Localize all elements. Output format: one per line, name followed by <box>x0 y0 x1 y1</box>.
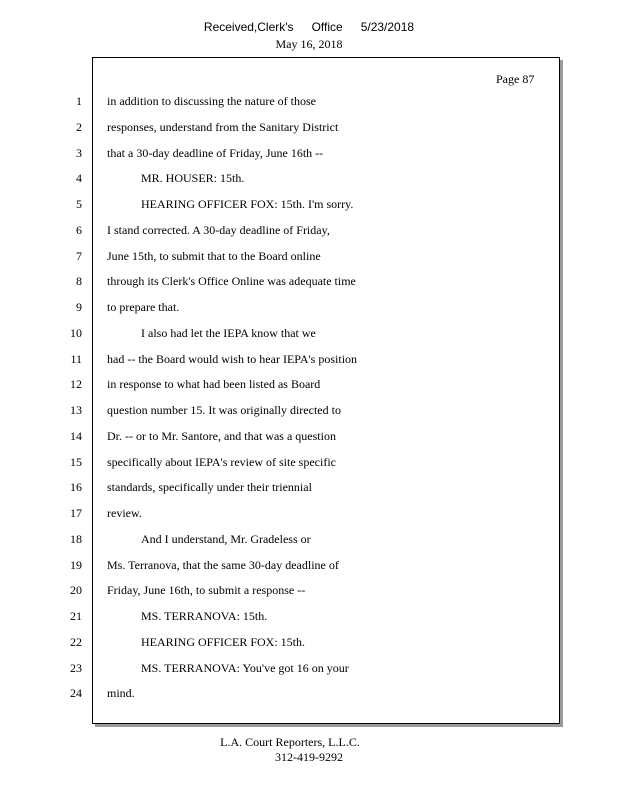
line-number: 18 <box>70 532 82 546</box>
line-number: 6 <box>76 223 82 237</box>
line-number: 12 <box>70 377 82 391</box>
transcript-line-text: responses, understand from the Sanitary District <box>107 120 339 134</box>
transcript-line-text: Ms. Terranova, that the same 30-day deadline of <box>107 558 339 572</box>
transcript-line-text: question number 15. It was originally directed to <box>107 403 341 417</box>
line-number: 7 <box>76 249 82 263</box>
court-reporter-phone: 312-419-9292 <box>275 750 343 764</box>
line-number: 11 <box>70 352 82 366</box>
line-number: 2 <box>76 120 82 134</box>
line-number: 20 <box>70 583 82 597</box>
transcript-line-text: specifically about IEPA's review of site specific <box>107 455 336 469</box>
line-number: 21 <box>70 609 82 623</box>
transcript-line-text: I stand corrected. A 30-day deadline of Friday, <box>107 223 330 237</box>
transcript-line-text: to prepare that. <box>107 300 180 314</box>
clerk-received-stamp <box>0 20 618 34</box>
transcript-line-text: HEARING OFFICER FOX: 15th. <box>141 635 306 649</box>
transcript-line-text: MR. HOUSER: 15th. <box>141 171 245 185</box>
hearing-date: May 16, 2018 <box>275 37 343 51</box>
line-number: 19 <box>70 558 82 572</box>
line-number: 13 <box>70 403 82 417</box>
page-number: Page 87 <box>496 72 535 86</box>
transcript-line-text: HEARING OFFICER FOX: 15th. I'm sorry. <box>141 197 354 211</box>
stamp-received-label: Received,Clerk's <box>203 20 294 34</box>
line-number: 24 <box>70 686 82 700</box>
line-number: 1 <box>76 94 82 108</box>
transcript-line-text: I also had let the IEPA know that we <box>141 326 316 340</box>
transcript-line-text: June 15th, to submit that to the Board online <box>107 249 321 263</box>
line-number: 23 <box>70 661 82 675</box>
line-number: 17 <box>70 506 82 520</box>
transcript-line-text: Dr. -- or to Mr. Santore, and that was a question <box>107 429 336 443</box>
transcript-line-text: MS. TERRANOVA: You've got 16 on your <box>141 661 349 675</box>
line-number: 10 <box>70 326 82 340</box>
stamp-office-label: Office <box>311 20 343 34</box>
line-number: 15 <box>70 455 82 469</box>
transcript-line-text: in response to what had been listed as Board <box>107 377 321 391</box>
transcript-line-text: mind. <box>107 686 135 700</box>
line-number: 9 <box>76 300 82 314</box>
transcript-line-text: Friday, June 16th, to submit a response -- <box>107 583 306 597</box>
transcript-line-text: through its Clerk's Office Online was adequate time <box>107 274 356 288</box>
line-number: 22 <box>70 635 82 649</box>
line-number: 3 <box>76 146 82 160</box>
transcript-line-text: MS. TERRANOVA: 15th. <box>141 609 268 623</box>
transcript-line-text: standards, specifically under their triennial <box>107 480 312 494</box>
line-number: 4 <box>76 171 82 185</box>
court-reporter-name: L.A. Court Reporters, L.L.C. <box>220 735 360 749</box>
transcript-line-text: that a 30-day deadline of Friday, June 16th -- <box>107 146 324 160</box>
transcript-line-text: And I understand, Mr. Gradeless or <box>141 532 311 546</box>
line-number: 14 <box>70 429 82 443</box>
transcript-line-text: in addition to discussing the nature of those <box>107 94 316 108</box>
transcript-line-text: review. <box>107 506 142 520</box>
transcript-line-text: had -- the Board would wish to hear IEPA's position <box>107 352 358 366</box>
line-number: 16 <box>70 480 82 494</box>
line-number: 5 <box>76 197 82 211</box>
stamp-date: 5/23/2018 <box>360 20 415 34</box>
line-number: 8 <box>76 274 82 288</box>
